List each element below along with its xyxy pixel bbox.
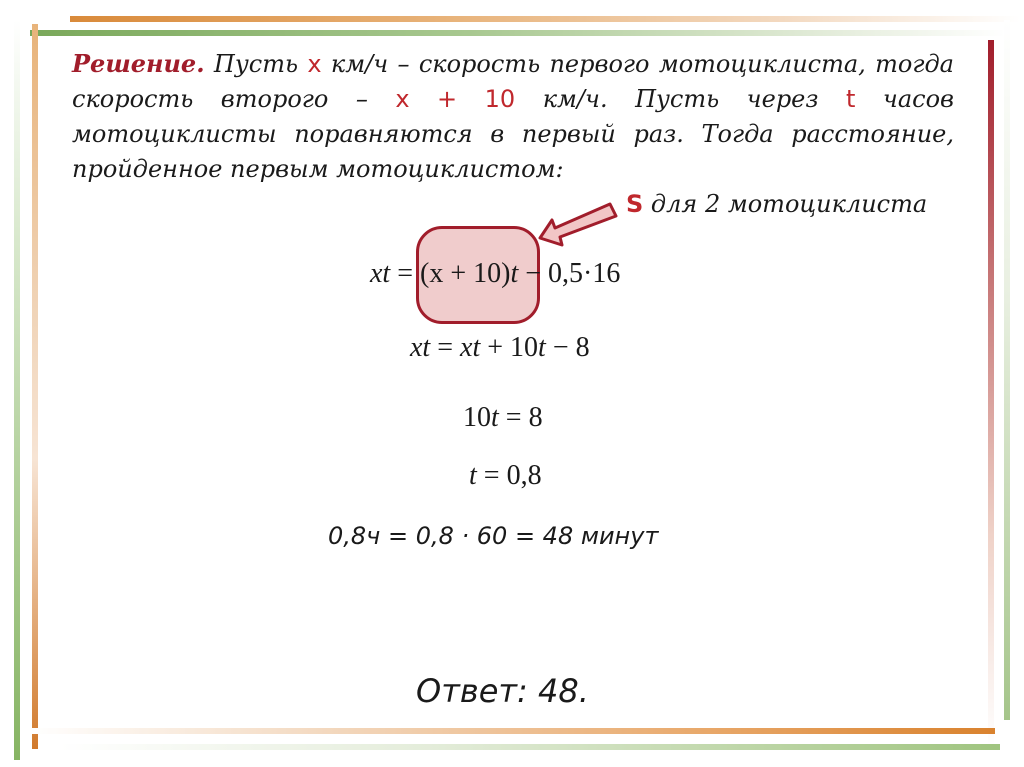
equation-2	[410, 332, 590, 364]
eq2-term: + 10	[480, 332, 539, 363]
top-decor-bar-green	[30, 30, 1005, 36]
eq1-equals: =	[390, 258, 421, 289]
left-decor-bar-orange	[32, 24, 38, 749]
eq1-paren-term: (x + 10)	[420, 258, 511, 289]
variable-x-plus-10: x + 10	[395, 85, 516, 113]
bottom-decor-bar-orange	[30, 728, 995, 734]
equation-minutes: 0,8ч = 0,8 · 60 = 48 минут	[328, 522, 659, 550]
distance-callout	[626, 190, 927, 218]
eq2-term: xt	[460, 332, 481, 363]
solution-text-part: часов мотоциклисты поравняются в первый раз. Тогда расстояние, пройденное первым мотоциклистом:	[72, 85, 954, 183]
variable-x: x	[307, 50, 322, 78]
variable-t: t	[845, 85, 856, 113]
callout-s-symbol: S	[626, 190, 644, 218]
eq3-t: t	[491, 402, 499, 433]
right-decor-bar-green	[1004, 20, 1010, 720]
eq2-t: t	[538, 332, 546, 363]
answer-text: Ответ: 48.	[416, 672, 589, 710]
bottom-decor-bar-green	[60, 744, 1000, 750]
eq4-rest: = 0,8	[476, 460, 542, 491]
left-decor-bar-green	[14, 20, 20, 760]
solution-heading: Решение.	[72, 49, 205, 78]
solution-text-part: Пусть	[204, 50, 308, 78]
solution-text-part: км/ч. Пусть через	[515, 85, 846, 113]
equation-1	[370, 258, 620, 290]
eq4-t: t	[469, 460, 477, 491]
eq3-coef: 10	[463, 402, 491, 433]
solution-text-part: км/ч – скорость первого мотоциклиста, тогда скорость второго –	[72, 50, 954, 113]
equation-3	[463, 402, 543, 434]
eq1-rest: − 0,5·16	[518, 258, 621, 289]
eq2-equals: =	[430, 332, 461, 363]
eq1-t: t	[510, 258, 519, 289]
pointer-arrow-icon	[538, 196, 618, 248]
eq2-term: xt	[410, 332, 431, 363]
equation-4	[469, 460, 542, 492]
eq2-rest: − 8	[545, 332, 590, 363]
eq1-term: xt	[370, 258, 391, 289]
callout-text: для 2 мотоциклиста	[643, 190, 928, 218]
right-decor-bar-red	[988, 40, 994, 748]
solution-paragraph	[72, 46, 954, 187]
eq3-rest: = 8	[498, 402, 543, 433]
top-decor-bar-orange	[70, 16, 1020, 22]
